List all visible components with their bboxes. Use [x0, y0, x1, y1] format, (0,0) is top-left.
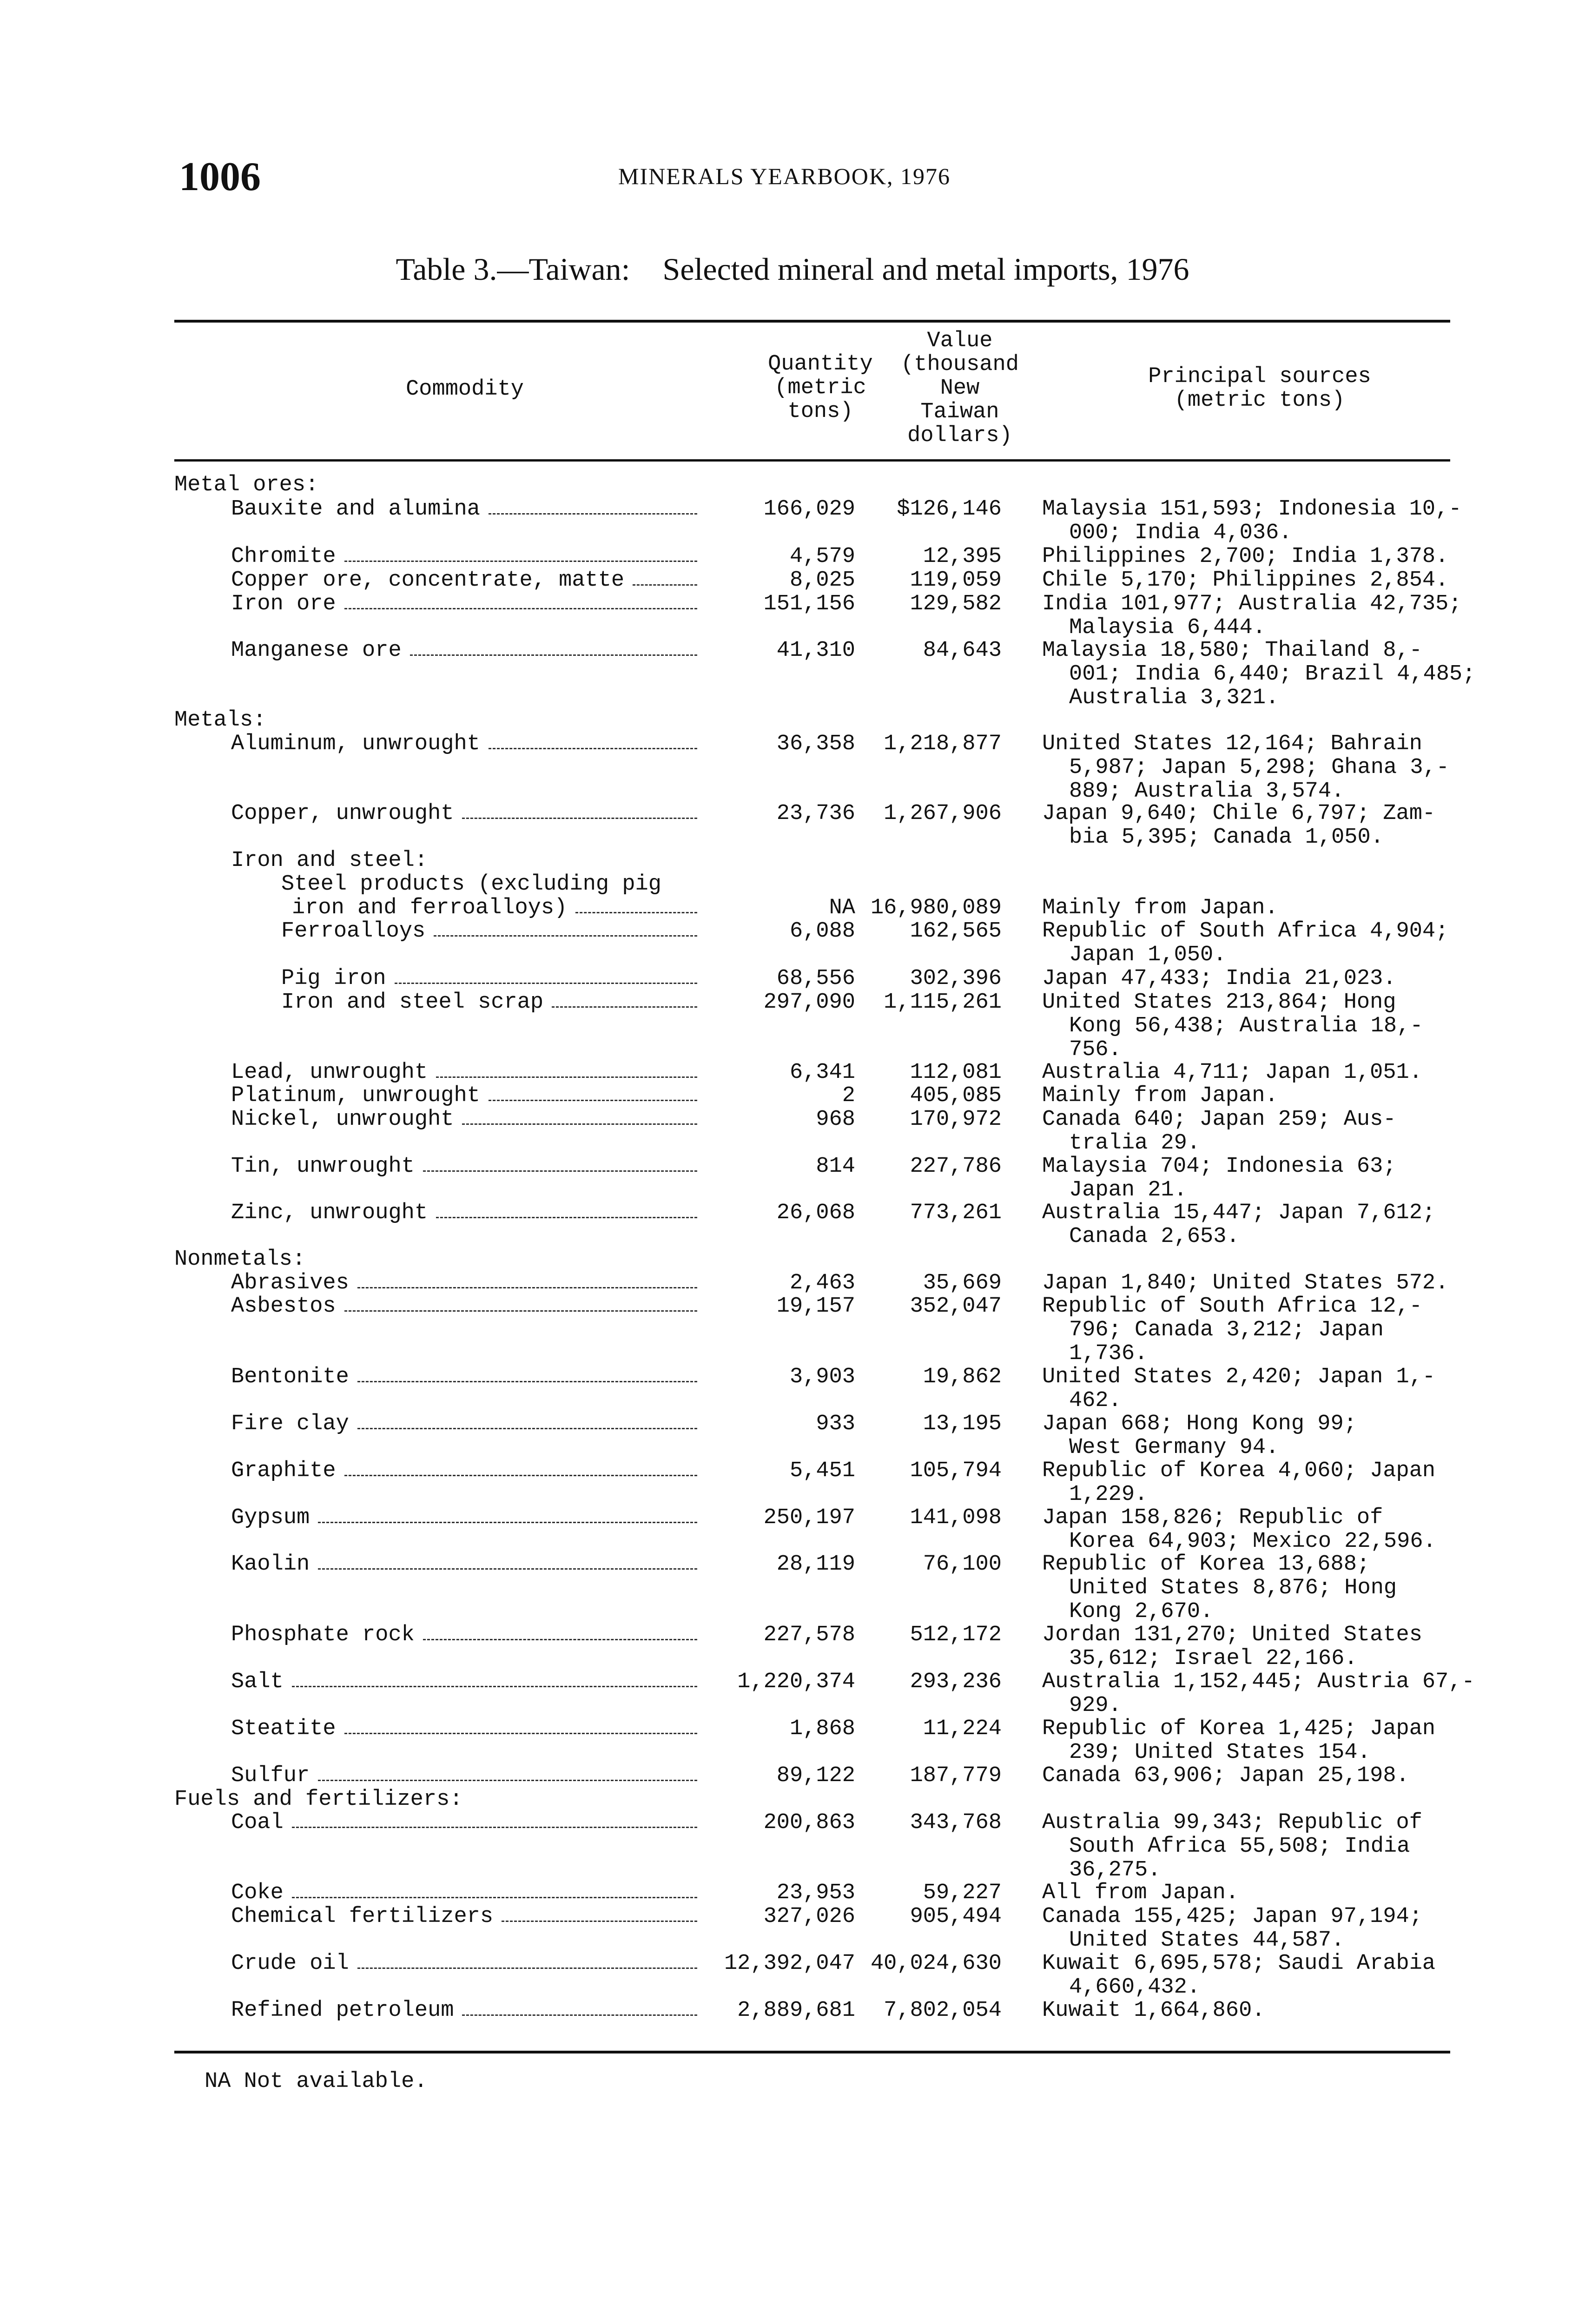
table-row: [0, 1084, 1585, 1108]
table-row: [0, 1365, 1585, 1413]
commodity-name: Fire clay: [231, 1412, 349, 1436]
sources-cell: [1042, 1506, 1451, 1553]
sources-line: All from Japan.: [1042, 1881, 1239, 1905]
running-head: MINERALS YEARBOOK, 1976: [618, 163, 951, 189]
sources-line: Republic of Korea 13,688;: [1042, 1552, 1370, 1577]
table-row: [0, 1764, 1585, 1788]
quantity-cell: 8,025: [789, 568, 855, 593]
table-row: [0, 1951, 1585, 2000]
leader-dots: [357, 1428, 697, 1429]
table-title: [0, 251, 1585, 288]
commodity-name: Iron ore: [231, 592, 336, 616]
quantity-cell: 26,068: [776, 1201, 855, 1225]
table-row: [0, 1810, 1585, 1882]
sources-line: Japan 21.: [1069, 1178, 1187, 1202]
sources-line: Kong 56,438; Australia 18,-: [1069, 1014, 1423, 1038]
sources-cell: [1042, 592, 1462, 640]
sources-line: Australia 1,152,445; Austria 67,-: [1042, 1670, 1475, 1694]
value-cell: 105,794: [910, 1459, 1002, 1483]
table-row: [0, 1670, 1585, 1718]
leader-dots: [344, 1310, 697, 1312]
leader-dots: [344, 608, 697, 609]
sources-line: Australia 4,711; Japan 1,051.: [1042, 1060, 1422, 1085]
quantity-cell: 1,868: [789, 1717, 855, 1741]
sources-line: India 101,977; Australia 42,735;: [1042, 592, 1462, 616]
sources-line: 756.: [1069, 1037, 1122, 1062]
table-row: [0, 1999, 1585, 2023]
value-cell: 352,047: [910, 1294, 1002, 1319]
sources-line: Kuwait 1,664,860.: [1042, 1998, 1265, 2023]
commodity-name: Steatite: [231, 1717, 336, 1741]
sources-cell: [1042, 919, 1451, 967]
sources-cell: [1042, 1811, 1451, 1882]
commodity-name: Phosphate rock: [231, 1623, 415, 1647]
leader-dots: [318, 1522, 697, 1523]
leader-dots: [318, 1780, 697, 1781]
value-cell: 141,098: [910, 1505, 1002, 1530]
sources-line: Australia 3,321.: [1069, 686, 1279, 710]
header-bottom-rule: [174, 459, 1450, 462]
quantity-cell: 6,088: [789, 919, 855, 944]
quantity-cell: 2,889,681: [737, 1998, 855, 2023]
value-cell: 12,395: [923, 544, 1002, 569]
sources-line: Japan 1,050.: [1069, 943, 1227, 967]
leader-dots: [344, 1733, 697, 1734]
table-row: [0, 568, 1585, 593]
commodity-name: iron and ferroalloys): [292, 896, 568, 920]
leader-dots: [633, 584, 697, 586]
quantity-cell: 3,903: [789, 1365, 855, 1389]
commodity-name: Metals:: [174, 708, 266, 733]
sources-line: Australia 15,447; Japan 7,612;: [1042, 1201, 1436, 1225]
leader-dots: [489, 513, 697, 515]
sources-line: Mainly from Japan.: [1042, 896, 1278, 920]
value-cell: 11,224: [923, 1717, 1002, 1741]
table-row: [0, 801, 1585, 850]
value-cell: 405,085: [910, 1083, 1002, 1108]
value-cell: 19,862: [923, 1365, 1002, 1389]
value-cell: 1,267,906: [884, 801, 1002, 826]
table-row: [0, 1412, 1585, 1460]
leader-dots: [489, 1100, 697, 1101]
commodity-name: Fuels and fertilizers:: [174, 1787, 463, 1812]
commodity-name: Aluminum, unwrought: [231, 732, 480, 756]
leader-dots: [436, 1076, 697, 1078]
quantity-cell: 89,122: [776, 1763, 855, 1788]
header-line: Quantity: [768, 352, 873, 376]
leader-dots: [395, 983, 697, 984]
sources-cell: [1042, 1412, 1451, 1459]
sources-cell: [1042, 1764, 1451, 1788]
commodity-name: Steel products (excluding pig: [281, 872, 661, 897]
value-cell: 162,565: [910, 919, 1002, 944]
sources-cell: [1042, 1108, 1451, 1155]
value-cell: 227,786: [910, 1154, 1002, 1179]
commodity-name: Bentonite: [231, 1365, 349, 1389]
sources-cell: [1042, 1271, 1451, 1295]
sources-line: 1,229.: [1069, 1482, 1148, 1507]
sources-line: Chile 5,170; Philippines 2,854.: [1042, 568, 1449, 593]
sources-line: 1,736.: [1069, 1341, 1148, 1366]
header-line: (metric: [774, 376, 866, 400]
quantity-cell: 1,220,374: [737, 1670, 855, 1694]
sources-line: Canada 155,425; Japan 97,194;: [1042, 1904, 1422, 1929]
leader-dots: [292, 1827, 697, 1828]
sources-cell: [1042, 1061, 1451, 1084]
commodity-name: Lead, unwrought: [231, 1060, 428, 1085]
leader-dots: [434, 935, 697, 937]
quantity-cell: NA: [829, 896, 855, 920]
quantity-cell: 2: [842, 1083, 855, 1108]
value-cell: 1,218,877: [884, 732, 1002, 756]
sources-cell: [1042, 1670, 1475, 1718]
header-line: dollars): [907, 423, 1012, 448]
header-line: (metric tons): [1174, 388, 1345, 413]
column-header-value: [862, 329, 1057, 448]
sources-line: Republic of Korea 1,425; Japan: [1042, 1717, 1436, 1741]
quantity-cell: 327,026: [763, 1904, 855, 1929]
table-section-row: [0, 872, 1585, 897]
leader-dots: [423, 1639, 697, 1640]
table-row: [0, 1623, 1585, 1671]
leader-dots: [318, 1568, 697, 1570]
table-row: [0, 592, 1585, 640]
sources-cell: [1042, 1905, 1451, 1952]
leader-dots: [357, 1381, 697, 1382]
sources-cell: [1042, 1084, 1451, 1108]
value-cell: 773,261: [910, 1201, 1002, 1225]
sources-line: Australia 99,343; Republic of: [1042, 1810, 1422, 1835]
leader-dots: [489, 748, 697, 749]
value-cell: 905,494: [910, 1904, 1002, 1929]
value-cell: 7,802,054: [884, 1998, 1002, 2023]
commodity-name: Platinum, unwrought: [231, 1083, 480, 1108]
sources-cell: [1042, 638, 1476, 710]
sources-line: 001; India 6,440; Brazil 4,485;: [1069, 662, 1476, 687]
table-row: [0, 1201, 1585, 1249]
sources-line: South Africa 55,508; India: [1069, 1834, 1410, 1859]
value-cell: 13,195: [923, 1412, 1002, 1436]
leader-dots: [462, 2014, 697, 2016]
sources-cell: [1042, 990, 1451, 1062]
sources-line: Canada 640; Japan 259; Aus-: [1042, 1107, 1396, 1132]
leader-dots: [410, 654, 697, 656]
leader-dots: [357, 1967, 697, 1969]
table-row: [0, 1061, 1585, 1085]
leader-dots: [423, 1170, 697, 1172]
sources-line: Malaysia 151,593; Indonesia 10,-: [1042, 497, 1462, 522]
value-cell: 343,768: [910, 1810, 1002, 1835]
quantity-cell: 68,556: [776, 966, 855, 991]
column-header-commodity: Commodity: [406, 377, 524, 402]
sources-line: 5,987; Japan 5,298; Ghana 3,-: [1069, 755, 1449, 780]
footnote: NA Not available.: [205, 2069, 428, 2094]
sources-line: Japan 9,640; Chile 6,797; Zam-: [1042, 801, 1436, 826]
quantity-cell: 12,392,047: [724, 1951, 855, 1976]
quantity-cell: 5,451: [789, 1459, 855, 1483]
sources-line: Jordan 131,270; United States: [1042, 1623, 1422, 1647]
sources-cell: [1042, 1717, 1451, 1764]
quantity-cell: 814: [816, 1154, 855, 1179]
sources-line: 889; Australia 3,574.: [1069, 779, 1345, 804]
quantity-cell: 36,358: [776, 732, 855, 756]
value-cell: 84,643: [923, 638, 1002, 663]
leader-dots: [462, 1123, 697, 1125]
sources-line: Japan 1,840; United States 572.: [1042, 1271, 1449, 1295]
quantity-cell: 933: [816, 1412, 855, 1436]
quantity-cell: 28,119: [776, 1552, 855, 1577]
sources-line: 239; United States 154.: [1069, 1740, 1371, 1765]
commodity-name: Sulfur: [231, 1763, 310, 1788]
table-section-row: [0, 708, 1585, 733]
header-line: Value: [927, 329, 993, 353]
header-line: tons): [787, 399, 853, 424]
sources-cell: [1042, 1952, 1451, 1999]
commodity-name: Zinc, unwrought: [231, 1201, 428, 1225]
quantity-cell: 200,863: [763, 1810, 855, 1835]
value-cell: 187,779: [910, 1763, 1002, 1788]
value-cell: 1,115,261: [884, 990, 1002, 1015]
table-row: [0, 732, 1585, 804]
commodity-name: Chromite: [231, 544, 336, 569]
table-top-rule: [174, 320, 1450, 323]
quantity-cell: 166,029: [763, 497, 855, 522]
leader-dots: [292, 1897, 697, 1898]
sources-cell: [1042, 1999, 1451, 2022]
sources-line: Republic of South Africa 12,-: [1042, 1294, 1422, 1319]
table-row: [0, 990, 1585, 1062]
sources-line: tralia 29.: [1069, 1131, 1201, 1155]
commodity-name: Pig iron: [281, 966, 386, 991]
sources-line: Mainly from Japan.: [1042, 1083, 1278, 1108]
header-line: Principal sources: [1148, 364, 1371, 389]
table-section-row: [0, 1788, 1585, 1812]
quantity-cell: 151,156: [763, 592, 855, 616]
sources-line: Republic of Korea 4,060; Japan: [1042, 1459, 1436, 1483]
commodity-name: Bauxite and alumina: [231, 497, 480, 522]
quantity-cell: 23,736: [776, 801, 855, 826]
sources-line: Malaysia 704; Indonesia 63;: [1042, 1154, 1396, 1179]
page-number: 1006: [179, 154, 261, 199]
commodity-name: Gypsum: [231, 1505, 310, 1530]
sources-line: United States 8,876; Hong: [1069, 1576, 1397, 1600]
commodity-name: Metal ores:: [174, 473, 319, 497]
table-section-row: [0, 1248, 1585, 1272]
quantity-cell: 4,579: [789, 544, 855, 569]
leader-dots: [292, 1686, 697, 1687]
sources-line: Canada 63,906; Japan 25,198.: [1042, 1763, 1409, 1788]
sources-line: United States 213,864; Hong: [1042, 990, 1396, 1015]
commodity-name: Ferroalloys: [281, 919, 426, 944]
sources-line: Japan 668; Hong Kong 99;: [1042, 1412, 1357, 1436]
value-cell: 129,582: [910, 592, 1002, 616]
sources-cell: [1042, 1155, 1451, 1202]
sources-line: 000; India 4,036.: [1069, 521, 1292, 545]
sources-cell: [1042, 1201, 1451, 1248]
table-row: [0, 497, 1585, 545]
leader-dots: [552, 1006, 697, 1008]
sources-cell: [1042, 967, 1451, 990]
value-cell: 170,972: [910, 1107, 1002, 1132]
sources-line: Japan 158,826; Republic of: [1042, 1505, 1383, 1530]
table-row: [0, 545, 1585, 569]
header-line: New: [940, 376, 980, 401]
table-title-text: Selected mineral and metal imports, 1976: [662, 251, 1189, 287]
value-cell: 76,100: [923, 1552, 1002, 1577]
value-cell: 16,980,089: [870, 896, 1002, 920]
table-row: [0, 1271, 1585, 1295]
sources-cell: [1042, 1294, 1451, 1366]
table-bottom-rule: [174, 2051, 1450, 2053]
value-cell: 40,024,630: [870, 1951, 1002, 1976]
sources-line: Kuwait 6,695,578; Saudi Arabia: [1042, 1951, 1436, 1976]
header-line: (thousand: [901, 352, 1019, 377]
sources-line: West Germany 94.: [1069, 1435, 1279, 1460]
value-cell: 35,669: [923, 1271, 1002, 1295]
table-row: [0, 967, 1585, 991]
commodity-name: Asbestos: [231, 1294, 336, 1319]
commodity-name: Tin, unwrought: [231, 1154, 415, 1179]
table-section-row: [0, 473, 1585, 497]
leader-dots: [344, 1475, 697, 1476]
leader-dots: [436, 1217, 697, 1218]
sources-line: United States 12,164; Bahrain: [1042, 732, 1422, 756]
table-section-row: [0, 849, 1585, 873]
sources-line: Malaysia 18,580; Thailand 8,-: [1042, 638, 1422, 663]
sources-line: Korea 64,903; Mexico 22,596.: [1069, 1529, 1436, 1554]
table-row: [0, 1505, 1585, 1554]
commodity-name: Iron and steel:: [231, 848, 428, 873]
leader-dots: [357, 1287, 697, 1288]
table-row: [0, 1552, 1585, 1624]
sources-cell: [1042, 1365, 1451, 1413]
sources-cell: [1042, 896, 1451, 920]
commodity-name: Refined petroleum: [231, 1998, 454, 2023]
quantity-cell: 19,157: [776, 1294, 855, 1319]
quantity-cell: 227,578: [763, 1623, 855, 1647]
sources-cell: [1042, 1881, 1451, 1905]
sources-line: 4,660,432.: [1069, 1975, 1201, 2000]
sources-line: 929.: [1069, 1693, 1122, 1718]
table-title-lead: Table 3.—Taiwan:: [396, 251, 630, 287]
quantity-cell: 250,197: [763, 1505, 855, 1530]
leader-dots: [575, 912, 697, 913]
table-row: [0, 1107, 1585, 1155]
commodity-name: Crude oil: [231, 1951, 349, 1976]
commodity-name: Chemical fertilizers: [231, 1904, 494, 1929]
quantity-cell: 6,341: [789, 1060, 855, 1085]
sources-cell: [1042, 1459, 1451, 1506]
commodity-name: Copper, unwrought: [231, 801, 454, 826]
leader-dots: [462, 818, 697, 819]
table-row: [0, 896, 1585, 920]
commodity-name: Coal: [231, 1810, 284, 1835]
column-header-sources: [1069, 365, 1450, 412]
sources-cell: [1042, 545, 1451, 568]
sources-line: United States 44,587.: [1069, 1928, 1345, 1953]
table-row: [0, 1904, 1585, 1953]
table-row: [0, 1154, 1585, 1202]
table-row: [0, 1717, 1585, 1765]
commodity-name: Salt: [231, 1670, 284, 1694]
sources-line: 796; Canada 3,212; Japan: [1069, 1318, 1384, 1342]
sources-cell: [1042, 568, 1451, 592]
sources-line: Canada 2,653.: [1069, 1224, 1240, 1249]
table-row: [0, 1881, 1585, 1905]
sources-line: United States 2,420; Japan 1,-: [1042, 1365, 1436, 1389]
commodity-name: Graphite: [231, 1459, 336, 1483]
quantity-cell: 23,953: [776, 1881, 855, 1905]
quantity-cell: 297,090: [763, 990, 855, 1015]
sources-cell: [1042, 1623, 1451, 1670]
value-cell: 59,227: [923, 1881, 1002, 1905]
commodity-name: Copper ore, concentrate, matte: [231, 568, 625, 593]
sources-line: Philippines 2,700; India 1,378.: [1042, 544, 1449, 569]
sources-cell: [1042, 1552, 1451, 1624]
sources-line: Japan 47,433; India 21,023.: [1042, 966, 1396, 991]
leader-dots: [502, 1921, 697, 1922]
commodity-name: Abrasives: [231, 1271, 349, 1295]
value-cell: 112,081: [910, 1060, 1002, 1085]
value-cell: 119,059: [910, 568, 1002, 593]
commodity-name: Nickel, unwrought: [231, 1107, 454, 1132]
commodity-name: Manganese ore: [231, 638, 402, 663]
sources-line: Republic of South Africa 4,904;: [1042, 919, 1449, 944]
sources-cell: [1042, 497, 1462, 545]
value-cell: $126,146: [897, 497, 1002, 522]
sources-line: 36,275.: [1069, 1858, 1161, 1882]
sources-cell: [1042, 802, 1451, 849]
commodity-name: Coke: [231, 1881, 284, 1905]
quantity-cell: 968: [816, 1107, 855, 1132]
sources-line: 462.: [1069, 1388, 1122, 1413]
quantity-cell: 2,463: [789, 1271, 855, 1295]
sources-line: 35,612; Israel 22,166.: [1069, 1646, 1358, 1671]
commodity-name: Iron and steel scrap: [281, 990, 544, 1015]
header-line: Taiwan: [920, 400, 999, 424]
sources-line: Malaysia 6,444.: [1069, 615, 1266, 640]
quantity-cell: 41,310: [776, 638, 855, 663]
table-row: [0, 638, 1585, 710]
table-row: [0, 1294, 1585, 1366]
sources-line: bia 5,395; Canada 1,050.: [1069, 825, 1384, 850]
value-cell: 512,172: [910, 1623, 1002, 1647]
sources-cell: [1042, 732, 1451, 803]
value-cell: 302,396: [910, 966, 1002, 991]
leader-dots: [344, 561, 697, 562]
sources-line: Kong 2,670.: [1069, 1599, 1214, 1624]
table-row: [0, 919, 1585, 967]
commodity-name: Kaolin: [231, 1552, 310, 1577]
table-row: [0, 1459, 1585, 1507]
value-cell: 293,236: [910, 1670, 1002, 1694]
commodity-name: Nonmetals:: [174, 1247, 306, 1272]
